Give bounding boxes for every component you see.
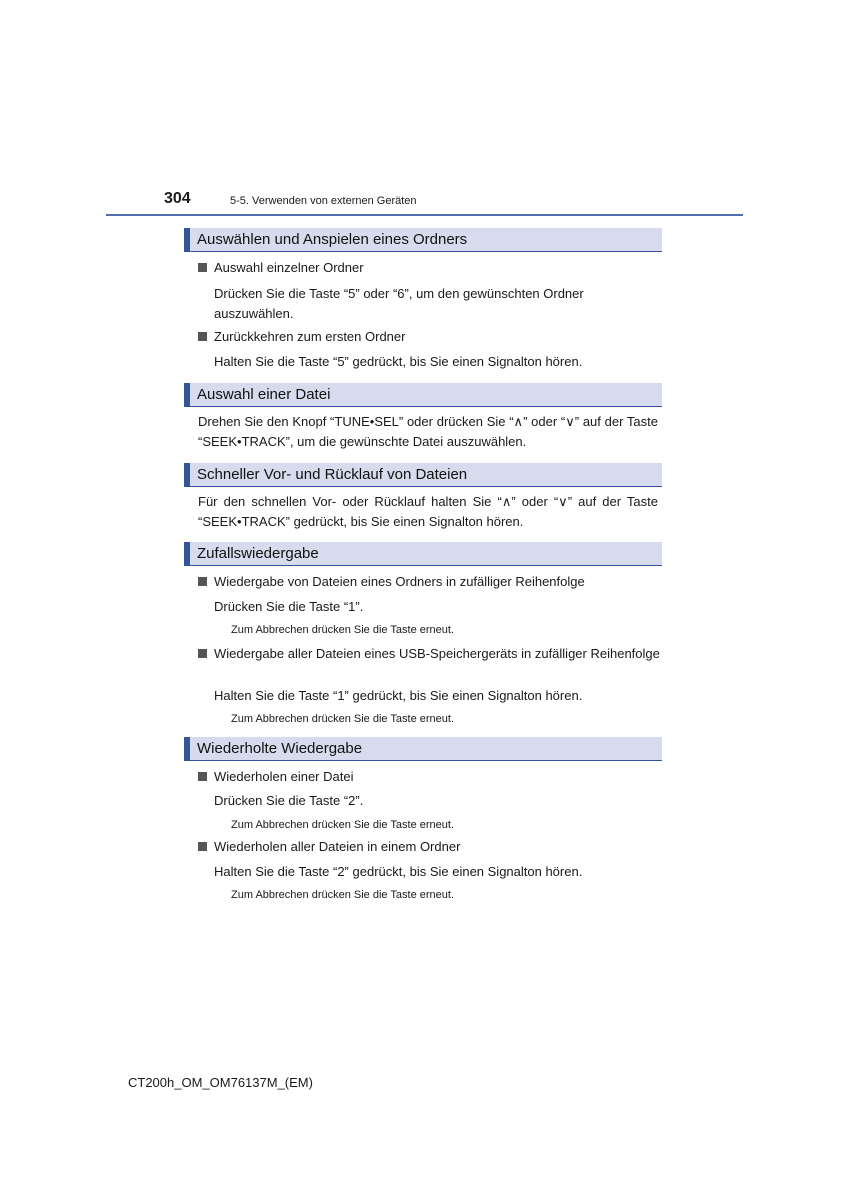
section-title: Schneller Vor- und Rücklauf von Dateien bbox=[197, 466, 468, 483]
item-heading: Wiederholen aller Dateien in einem Ordner bbox=[198, 839, 460, 854]
square-bullet-icon bbox=[198, 332, 207, 341]
item-heading: Zurückkehren zum ersten Ordner bbox=[198, 329, 405, 344]
section-heading-fast-forward bbox=[184, 463, 662, 487]
square-bullet-icon bbox=[198, 842, 207, 851]
section-heading-folder bbox=[184, 228, 662, 252]
square-bullet-icon bbox=[198, 263, 207, 272]
section-text: Für den schnellen Vor- oder Rücklauf halten Sie “∧” oder “∨” auf der Taste “SEEK•TRACK” gedrückt, bis Sie einen Signalton hören. bbox=[198, 494, 658, 529]
header-rule bbox=[106, 214, 743, 216]
item-text: Drücken Sie die Taste “1”. bbox=[214, 599, 364, 614]
section-title: Zufallswiedergabe bbox=[197, 545, 319, 562]
item-text: Halten Sie die Taste “1” gedrückt, bis Sie einen Signalton hören. bbox=[214, 688, 583, 703]
item-heading: Auswahl einzelner Ordner bbox=[198, 260, 364, 275]
square-bullet-icon bbox=[198, 772, 207, 781]
item-text: Halten Sie die Taste “5” gedrückt, bis Sie einen Signalton hören. bbox=[214, 354, 583, 369]
section-heading-random bbox=[184, 542, 662, 566]
item-text: Halten Sie die Taste “2” gedrückt, bis Sie einen Signalton hören. bbox=[214, 864, 583, 879]
section-title: Wiederholte Wiedergabe bbox=[197, 740, 363, 757]
item-heading: Wiederholen einer Datei bbox=[198, 769, 353, 784]
footer-doc-code: CT200h_OM_OM76137M_(EM) bbox=[128, 1075, 313, 1090]
section-heading-repeat bbox=[184, 737, 662, 761]
item-note: Zum Abbrechen drücken Sie die Taste erneut. bbox=[231, 819, 454, 831]
item-heading: Wiedergabe aller Dateien eines USB-Speichergeräts in zufälliger Reihenfolge bbox=[198, 644, 662, 664]
page-number: 304 bbox=[164, 190, 191, 207]
item-heading: Wiedergabe von Dateien eines Ordners in zufälliger Reihenfolge bbox=[198, 574, 585, 589]
item-note: Zum Abbrechen drücken Sie die Taste erneut. bbox=[231, 889, 454, 901]
chapter-title: 5-5. Verwenden von externen Geräten bbox=[230, 195, 417, 207]
section-heading-file bbox=[184, 383, 662, 407]
item-text: Drücken Sie die Taste “2”. bbox=[214, 793, 364, 808]
section-title: Auswahl einer Datei bbox=[197, 386, 331, 403]
page-header bbox=[0, 190, 848, 220]
section-title: Auswählen und Anspielen eines Ordners bbox=[197, 231, 468, 248]
item-note: Zum Abbrechen drücken Sie die Taste erneut. bbox=[231, 624, 454, 636]
square-bullet-icon bbox=[198, 649, 207, 658]
section-text: Drehen Sie den Knopf “TUNE•SEL” oder drücken Sie “∧” oder “∨” auf der Taste “SEEK•TRACK”, um die gewünschte Datei auszuwählen. bbox=[198, 414, 658, 449]
square-bullet-icon bbox=[198, 577, 207, 586]
item-note: Zum Abbrechen drücken Sie die Taste erneut. bbox=[231, 713, 454, 725]
item-text: Drücken Sie die Taste “5” oder “6”, um den gewünschten Ordner auszuwählen. bbox=[214, 286, 584, 321]
